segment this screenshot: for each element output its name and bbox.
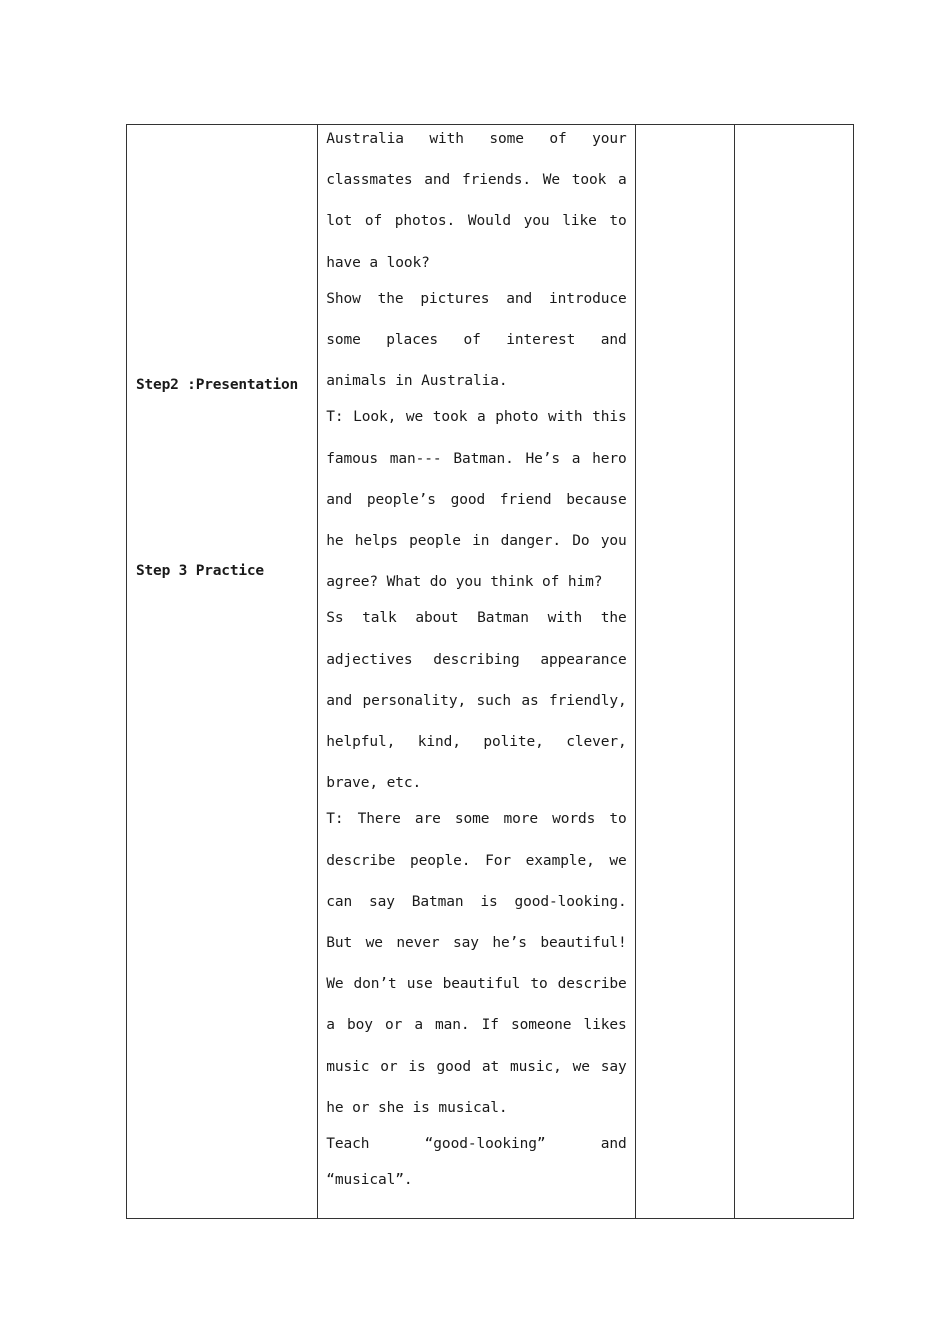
content-paragraph-teach-line2: “musical”. bbox=[326, 1172, 413, 1189]
content-paragraph-show-pictures: Show the pictures and introduce some places of interest and animals in Australia. bbox=[326, 290, 627, 390]
teaching-content-cell bbox=[318, 125, 635, 1219]
content-paragraph-teach-line1: Teach “good-looking” and bbox=[326, 1136, 627, 1153]
content-paragraph-more-words: T: There are some more words to describe people. For example, we can say Batman is good-looking. But we never say he’s beautiful! We don’t use beautiful to describe a boy or a man. If someone likes music or is good at music, we say he or she is musical. bbox=[326, 811, 627, 1116]
lesson-plan-table bbox=[126, 124, 854, 1219]
content-paragraph-adjectives: Ss talk about Batman with the adjectives describing appearance and personality, such as friendly, helpful, kind, polite, clever, brave, etc. bbox=[326, 610, 627, 792]
empty-column-cell-3 bbox=[635, 125, 734, 1219]
step-3-label: Step 3 Practice bbox=[136, 563, 264, 579]
table-row bbox=[127, 125, 854, 1219]
step-column-cell bbox=[127, 125, 318, 1219]
content-paragraph-batman: T: Look, we took a photo with this famous man--- Batman. He’s a hero and people’s good friend because he helps people in danger. Do you agree? What do you think of him? bbox=[326, 409, 627, 591]
content-paragraph-intro: Australia with some of your classmates and friends. We took a lot of photos. Would you like to have a look? bbox=[326, 131, 627, 271]
empty-column-cell-4 bbox=[734, 125, 853, 1219]
step-2-label: Step2 :Presentation bbox=[136, 377, 299, 393]
